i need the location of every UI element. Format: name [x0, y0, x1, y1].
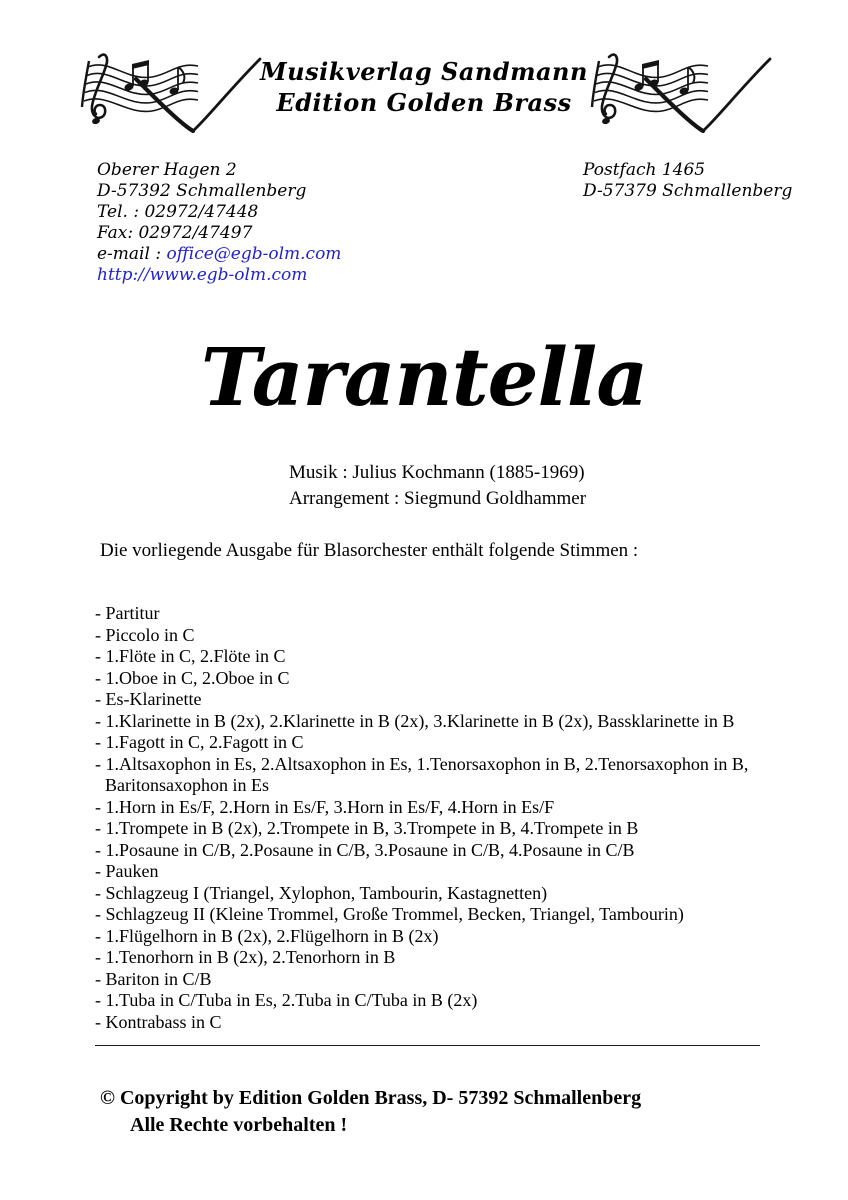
separator-rule	[95, 1045, 760, 1046]
parts-list	[95, 603, 748, 1033]
address-city: D-57392 Schmallenberg	[97, 181, 307, 201]
address-telephone: Tel. : 02972/47448	[97, 202, 259, 222]
part-line: - 1.Altsaxophon in Es, 2.Altsaxophon in Es, 1.Tenorsaxophon in B, 2.Tenorsaxophon in B,	[95, 753, 749, 774]
publisher-header	[0, 56, 848, 118]
credit-arrangement: Arrangement : Siegmund Goldhammer	[289, 488, 587, 509]
part-line: - 1.Tuba in C/Tuba in Es, 2.Tuba in C/Tuba in B (2x)	[95, 990, 478, 1010]
address-block-right	[583, 160, 792, 202]
edition-name: Edition Golden Brass	[276, 88, 572, 117]
email-link[interactable]: office@egb-olm.com	[166, 244, 342, 264]
email-label: e-mail :	[97, 244, 167, 264]
part-line: - 1.Oboe in C, 2.Oboe in C	[95, 667, 290, 688]
part-line: - 1.Flöte in C, 2.Flöte in C	[95, 646, 286, 666]
part-line: - Es-Klarinette	[95, 689, 202, 709]
part-line: - Piccolo in C	[95, 624, 195, 645]
credit-music: Musik : Julius Kochmann (1885-1969)	[289, 462, 585, 483]
part-line: - 1.Trompete in B (2x), 2.Trompete in B, 3.Trompete in B, 4.Trompete in B	[95, 818, 639, 838]
intro-sentence: Die vorliegende Ausgabe für Blasorchester enthält folgende Stimmen :	[100, 540, 639, 561]
address-city-right: D-57379 Schmallenberg	[583, 181, 793, 201]
address-block-left	[97, 160, 341, 286]
part-line: - 1.Flügelhorn in B (2x), 2.Flügelhorn in B (2x)	[95, 925, 439, 946]
rights-reserved-line: Alle Rechte vorbehalten !	[130, 1114, 348, 1136]
part-line: - Schlagzeug I (Triangel, Xylophon, Tambourin, Kastagnetten)	[95, 882, 548, 903]
part-line: - Partitur	[95, 603, 160, 623]
address-street: Oberer Hagen 2	[97, 160, 237, 180]
copyright-block	[100, 1085, 641, 1139]
part-line: - 1.Tenorhorn in B (2x), 2.Tenorhorn in B	[95, 947, 396, 967]
address-email-line	[97, 244, 341, 265]
address-pobox: Postfach 1465	[583, 160, 706, 180]
part-line: - 1.Klarinette in B (2x), 2.Klarinette in B (2x), 3.Klarinette in B (2x), Bassklarinette in B	[95, 710, 735, 731]
part-line: - 1.Fagott in C, 2.Fagott in C	[95, 732, 304, 752]
part-line: - Bariton in C/B	[95, 968, 212, 989]
page-title: Tarantella	[200, 330, 648, 424]
credits-block	[289, 460, 586, 512]
publisher-name: Musikverlag Sandmann	[260, 57, 588, 86]
part-line: - Schlagzeug II (Kleine Trommel, Große Trommel, Becken, Triangel, Tambourin)	[95, 904, 684, 924]
part-line: - 1.Posaune in C/B, 2.Posaune in C/B, 3.Posaune in C/B, 4.Posaune in C/B	[95, 839, 635, 860]
copyright-line: © Copyright by Edition Golden Brass, D- 57392 Schmallenberg	[100, 1087, 642, 1109]
part-line: - Kontrabass in C	[95, 1011, 222, 1032]
part-line-continuation: Baritonsaxophon in Es	[105, 775, 269, 795]
part-line: - 1.Horn in Es/F, 2.Horn in Es/F, 3.Horn in Es/F, 4.Horn in Es/F	[95, 796, 555, 817]
address-fax: Fax: 02972/47497	[97, 223, 253, 243]
website-link[interactable]: http://www.egb-olm.com	[97, 265, 308, 285]
part-line: - Pauken	[95, 861, 159, 881]
